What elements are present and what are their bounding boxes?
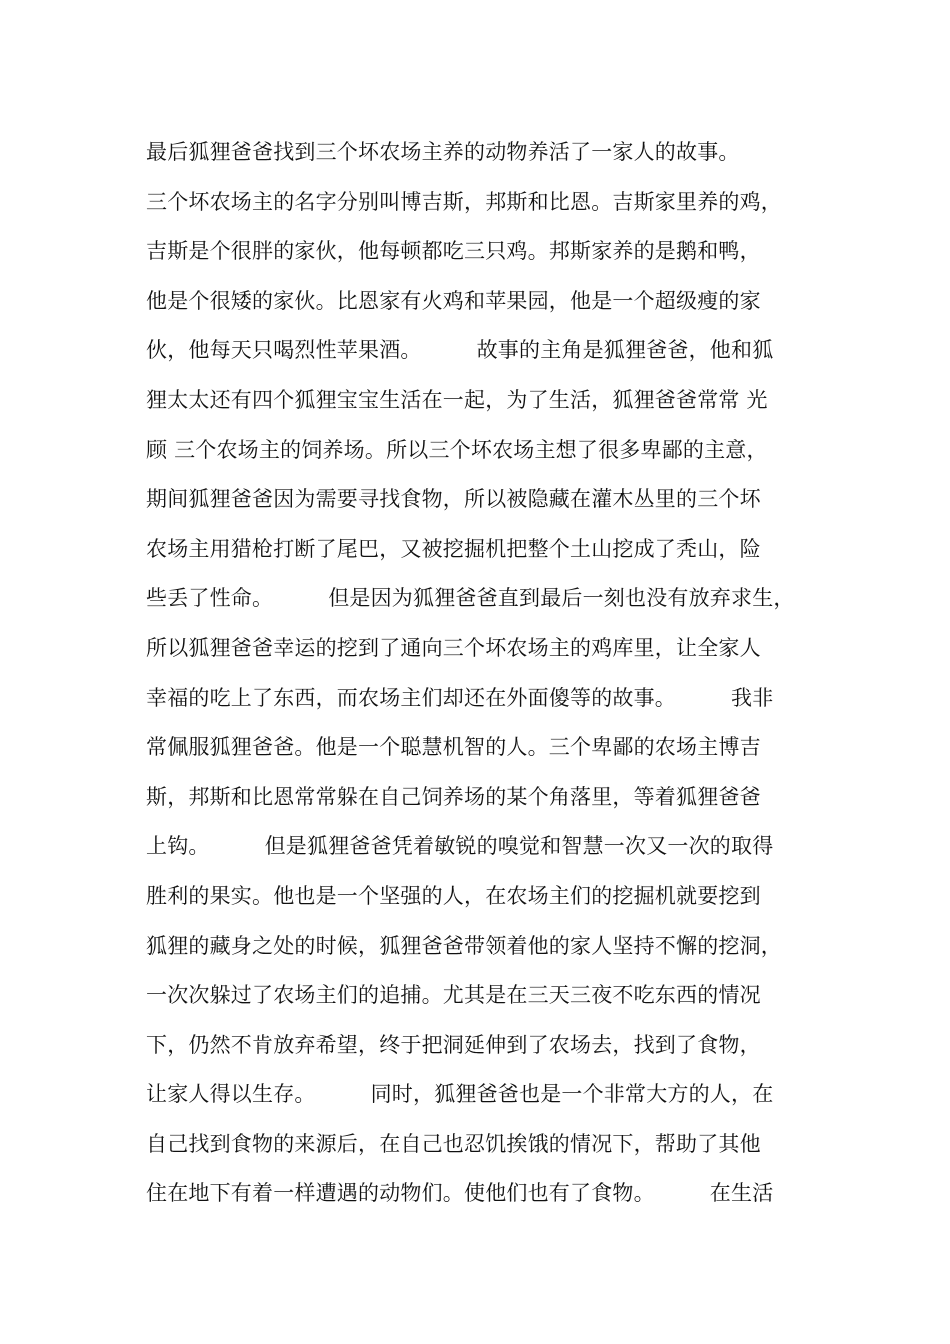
text-line: 一次次躲过了农场主们的追捕。尤其是在三天三夜不吃东西的情况 xyxy=(146,983,761,1008)
text-line: 三个坏农场主的名字分别叫博吉斯，邦斯和比恩。吉斯家里养的鸡， xyxy=(146,189,782,214)
essay-text xyxy=(146,128,836,1219)
text-line: 狸太太还有四个狐狸宝宝生活在一起，为了生活，狐狸爸爸常常 光 xyxy=(146,387,768,412)
text-line: 斯，邦斯和比恩常常躲在自己饲养场的某个角落里，等着狐狸爸爸 xyxy=(146,784,761,809)
text-line: 胜利的果实。他也是一个坚强的人，在农场主们的挖掘机就要挖到 xyxy=(146,883,761,908)
text-line: 让家人得以生存。 同时，狐狸爸爸也是一个非常大方的人，在 xyxy=(146,1082,774,1107)
text-line: 自己找到食物的来源后，在自己也忍饥挨饿的情况下，帮助了其他 xyxy=(146,1131,761,1156)
text-line: 顾 三个农场主的饲养场。所以三个坏农场主想了很多卑鄙的主意， xyxy=(146,437,768,462)
text-line: 上钩。 但是狐狸爸爸凭着敏锐的嗅觉和智慧一次又一次的取得 xyxy=(146,834,774,859)
text-line: 些丢了性命。 但是因为狐狸爸爸直到最后一刻也没有放弃求生， xyxy=(146,586,795,611)
text-line: 下，仍然不肯放弃希望，终于把洞延伸到了农场去，找到了食物， xyxy=(146,1032,761,1057)
text-line: 伙，他每天只喝烈性苹果酒。 故事的主角是狐狸爸爸，他和狐 xyxy=(146,338,774,363)
text-line: 常佩服狐狸爸爸。他是一个聪慧机智的人。三个卑鄙的农场主博吉 xyxy=(146,735,761,760)
text-line: 住在地下有着一样遭遇的动物们。使他们也有了食物。 在生活 xyxy=(146,1181,774,1206)
text-line: 所以狐狸爸爸幸运的挖到了通向三个坏农场主的鸡库里，让全家人 xyxy=(146,635,761,660)
text-line: 狐狸的藏身之处的时候，狐狸爸爸带领着他的家人坚持不懈的挖洞， xyxy=(146,933,782,958)
text-line: 他是个很矮的家伙。比恩家有火鸡和苹果园，他是一个超级瘦的家 xyxy=(146,288,761,313)
text-line: 最后狐狸爸爸找到三个坏农场主养的动物养活了一家人的故事。 xyxy=(146,140,740,164)
text-line: 幸福的吃上了东西，而农场主们却还在外面傻等的故事。 我非 xyxy=(146,685,774,710)
text-line: 期间狐狸爸爸因为需要寻找食物，所以被隐藏在灌木丛里的三个坏 xyxy=(146,487,761,512)
text-line: 吉斯是个很胖的家伙，他每顿都吃三只鸡。邦斯家养的是鹅和鸭， xyxy=(146,239,761,264)
text-line: 农场主用猎枪打断了尾巴，又被挖掘机把整个土山挖成了秃山，险 xyxy=(146,536,761,561)
